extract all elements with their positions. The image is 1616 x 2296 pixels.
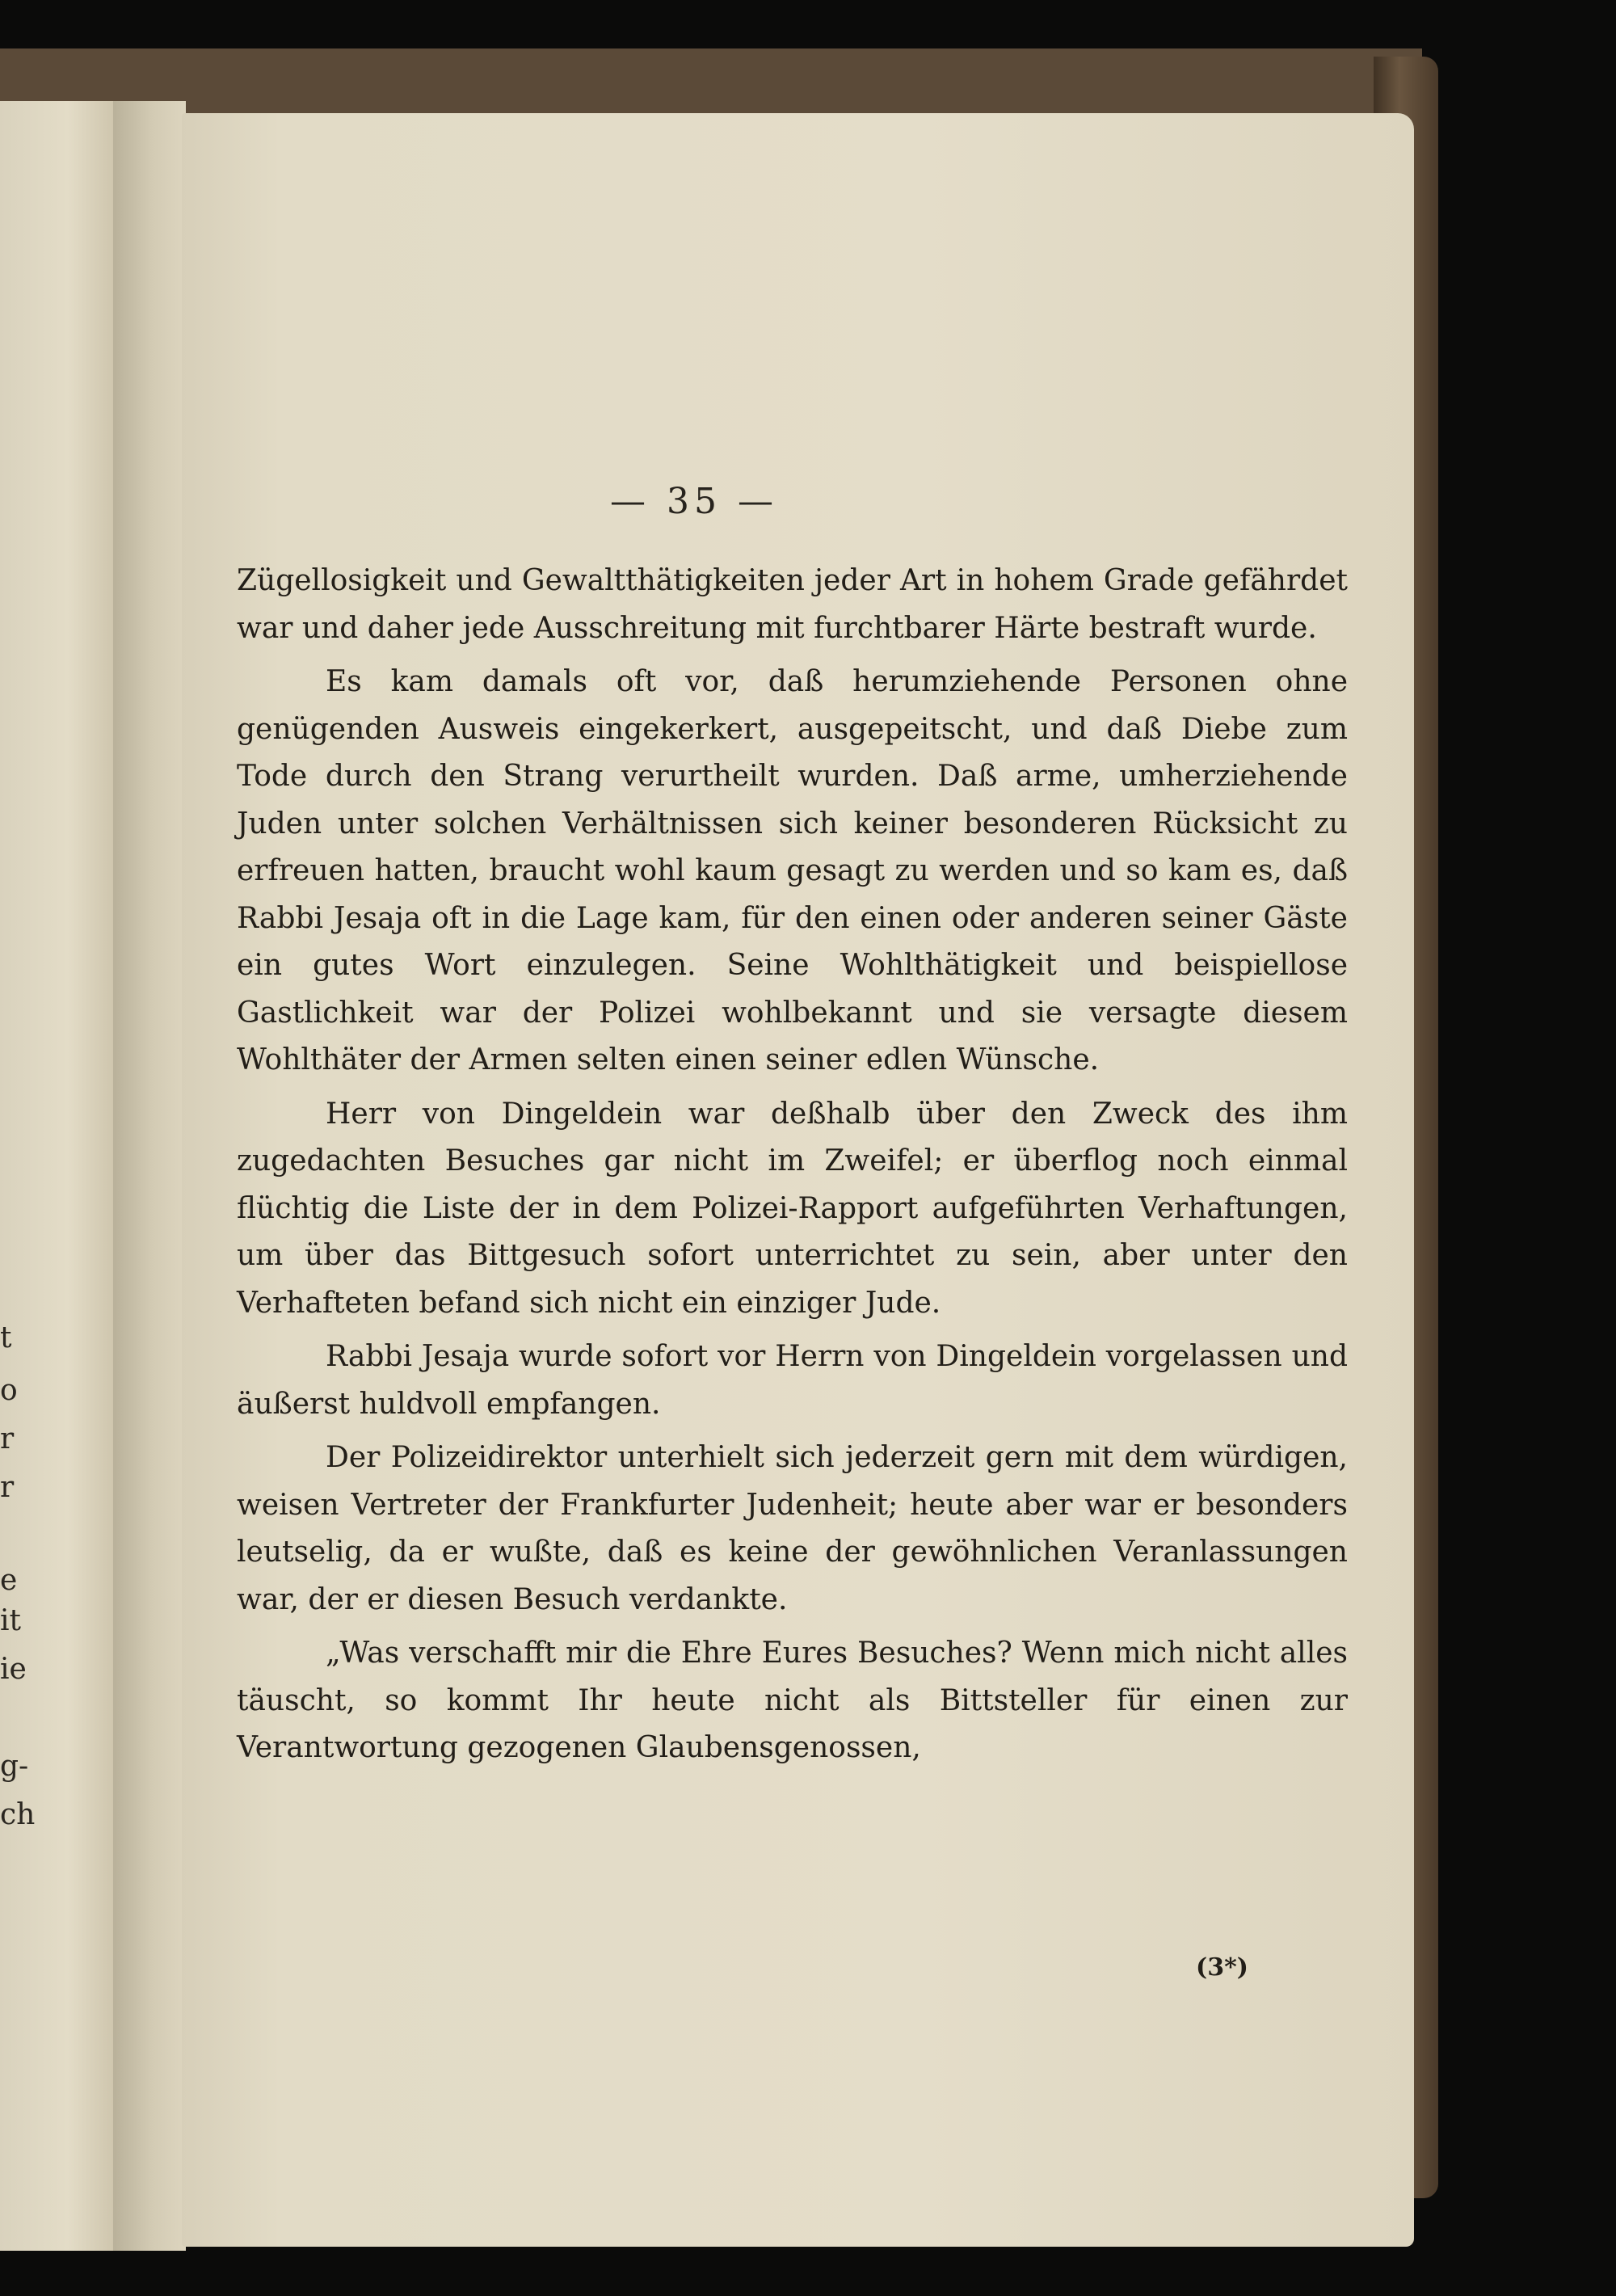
signature-mark: (3*)	[1196, 1953, 1248, 1982]
paragraph: Zügellosigkeit und Gewaltthätigkeiten jeder Art in hohem Grade gefährdet war und daher jede Ausschreitung mit furchtbarer Härte bestraft wurde.	[237, 564, 1348, 645]
page-number: — 35 —	[610, 481, 778, 522]
left-page-fragment: r	[0, 1471, 15, 1504]
left-page-fragment: r	[0, 1422, 15, 1456]
left-page-fragment: it	[0, 1604, 21, 1637]
paragraph: Herr von Dingeldein war deßhalb über den Zweck des ihm zugedachten Besuches gar nicht im Zweifel; er überflog noch einmal flüchtig die Liste der in dem Polizei-Rapport aufgeführten Verhaftungen, um über das Bittgesuch sofort unterrichtet zu sein, aber unter den Verhafteten befand sich nicht ein einziger Jude.	[237, 1097, 1348, 1320]
paragraph: Der Polizeidirektor unterhielt sich jederzeit gern mit dem würdigen, weisen Vertreter der Frankfurter Judenheit; heute aber war er besonders leutselig, da er wußte, daß es keine der gewöhnlichen Veranlassungen war, der er diesen Besuch verdankte.	[237, 1441, 1348, 1616]
left-page-fragment: g-	[0, 1750, 29, 1783]
left-page-fragment: o	[0, 1374, 18, 1407]
book-cover-top-edge	[0, 48, 1422, 121]
left-page-fragment: ie	[0, 1653, 27, 1686]
page-body-text	[237, 558, 1348, 1772]
left-page-fragment: t	[0, 1321, 12, 1354]
book-page	[182, 113, 1414, 2247]
paragraph: „Was verschafft mir die Ehre Eures Besuches? Wenn mich nicht alles täuscht, so kommt Ihr heute nicht als Bittsteller für einen zur Verantwortung gezogenen Glaubensgenossen,	[237, 1637, 1348, 1764]
left-page-fragment: e	[0, 1564, 18, 1597]
paragraph: Es kam damals oft vor, daß herumziehende Personen ohne genügenden Ausweis eingekerkert, ausgepeitscht, und daß Diebe zum Tode durch den Strang verurtheilt wurden. Daß arme, umherziehende Juden unter solchen Verhältnissen sich keiner besonderen Rücksicht zu erfreuen hatten, braucht wohl kaum gesagt zu werden und so kam es, daß Rabbi Jesaja oft in die Lage kam, für den einen oder anderen seiner Gäste ein gutes Wort einzulegen. Seine Wohlthätigkeit und beispiellose Gastlichkeit war der Polizei wohlbekannt und sie versagte diesem Wohlthäter der Armen selten einen seiner edlen Wünsche.	[237, 665, 1348, 1076]
previous-page-strip	[0, 101, 113, 2251]
paragraph: Rabbi Jesaja wurde sofort vor Herrn von Dingeldein vorgelassen und äußerst huldvoll empfangen.	[237, 1340, 1348, 1421]
left-page-fragment: ch	[0, 1798, 36, 1831]
book-gutter	[113, 101, 186, 2251]
